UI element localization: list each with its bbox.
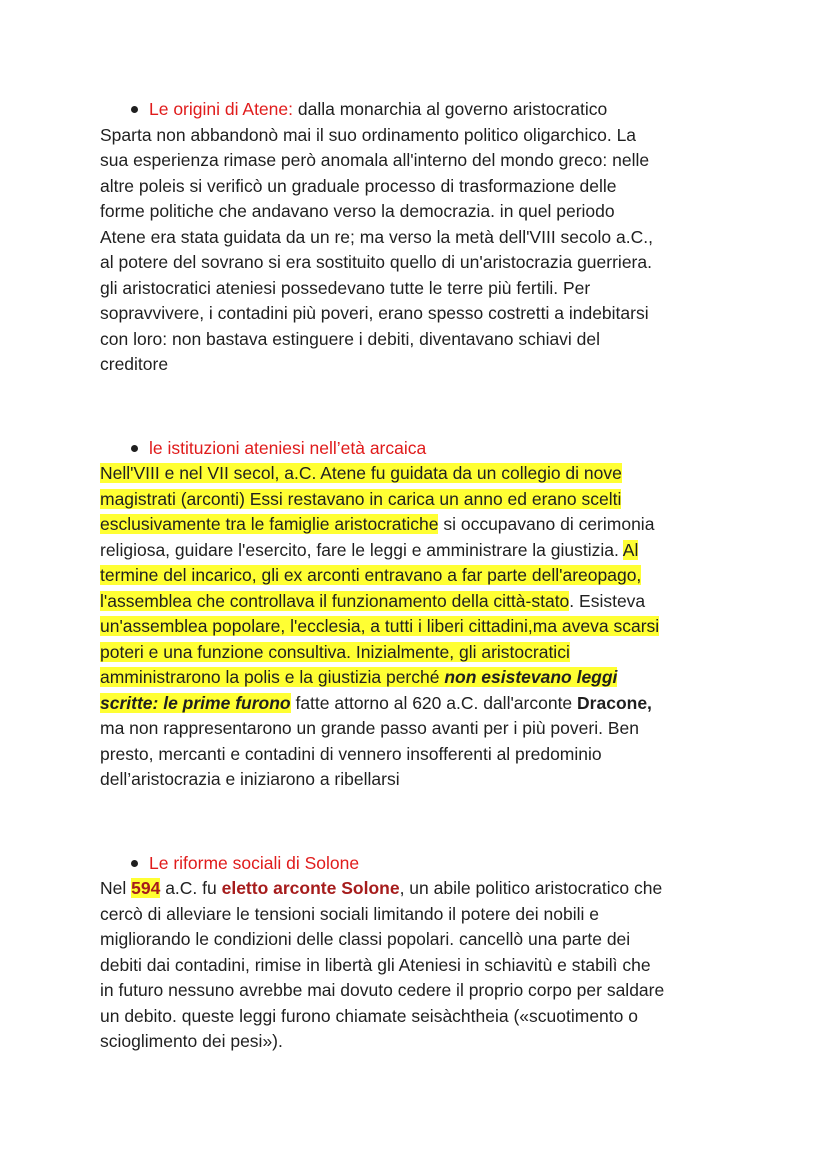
heading-subtitle: dalla monarchia al governo aristocratico bbox=[293, 99, 608, 119]
section-istituzioni-ateniesi bbox=[100, 436, 740, 793]
text-span: si occupavano di cerimonia bbox=[438, 514, 655, 534]
text-line: debiti dai contadini, rimise in libertà gli Ateniesi in schiavitù e stabilì che bbox=[100, 954, 651, 975]
heading-title: Le riforme sociali di Solone bbox=[149, 852, 360, 873]
section-riforme-solone bbox=[100, 851, 740, 1055]
text-line: in futuro nessuno avrebbe mai dovuto cedere il proprio corpo per saldare bbox=[100, 980, 665, 1000]
highlighted-text: amministrarono la polis e la giustizia perché bbox=[100, 667, 445, 687]
bold-red-text: eletto arconte Solone bbox=[221, 878, 400, 898]
highlighted-bold-italic-text: scritte: le prime furono bbox=[100, 692, 291, 713]
bullet-icon bbox=[131, 445, 138, 452]
text-line: presto, mercanti e contadini di vennero insofferenti al predominio bbox=[100, 743, 602, 764]
highlighted-text: Al bbox=[622, 539, 639, 560]
text-line: dell’aristocrazia e iniziarono a ribellarsi bbox=[100, 769, 400, 789]
text-span: Nel bbox=[100, 878, 132, 898]
text-line: cercò di alleviare le tensioni sociali limitando il potere dei nobili e bbox=[100, 903, 600, 924]
heading-title: le istituzioni ateniesi nell’età arcaica bbox=[149, 437, 427, 458]
text-line: sopravvivere, i contadini più poveri, erano spesso costretti a indebitarsi bbox=[100, 303, 649, 323]
text-line: forme politiche che andavano verso la democrazia. in quel periodo bbox=[100, 201, 615, 221]
text-line: sua esperienza rimase però anomala all'interno del mondo greco: nelle bbox=[100, 150, 650, 170]
text-span: religiosa, guidare l'esercito, fare le leggi e amministrare la giustizia. bbox=[100, 539, 623, 560]
text-span: , un abile politico aristocratico che bbox=[399, 878, 663, 898]
section-heading bbox=[100, 436, 740, 462]
section-origini-atene bbox=[100, 97, 740, 378]
text-line: al potere del sovrano si era sostituito quello di un'aristocrazia guerriera. bbox=[100, 252, 652, 272]
text-line: altre poleis si verificò un graduale processo di trasformazione delle bbox=[100, 175, 617, 196]
highlighted-text: Nell'VIII e nel VII secol, a.C. Atene fu guidata da un collegio di nove bbox=[100, 463, 622, 483]
bullet-icon bbox=[131, 860, 138, 867]
text-span: a.C. fu bbox=[160, 878, 222, 898]
text-line: migliorando le condizioni delle classi popolari. cancellò una parte dei bbox=[100, 929, 631, 949]
highlighted-text: magistrati (arconti) Essi restavano in carica un anno ed erano scelti bbox=[100, 488, 622, 509]
highlighted-text: termine del incarico, gli ex arconti entravano a far parte dell'areopago, bbox=[100, 565, 642, 585]
highlighted-text: esclusivamente tra le famiglie aristocratiche bbox=[100, 514, 439, 534]
text-line: scioglimento dei pesi»). bbox=[100, 1031, 283, 1051]
highlighted-year: 594 bbox=[131, 878, 161, 898]
text-span: . Esisteva bbox=[569, 590, 646, 611]
section-heading bbox=[100, 851, 740, 877]
text-line: creditore bbox=[100, 354, 169, 374]
bold-text: Dracone, bbox=[577, 692, 652, 713]
highlighted-text: un'assemblea popolare, l'ecclesia, a tutti i liberi cittadini,ma aveva scarsi bbox=[100, 616, 660, 636]
heading-title: Le origini di Atene: bbox=[149, 99, 293, 119]
text-line: Atene era stata guidata da un re; ma verso la metà dell'VIII secolo a.C., bbox=[100, 226, 653, 247]
highlighted-text: poteri e una funzione consultiva. Inizialmente, gli aristocratici bbox=[100, 641, 570, 662]
text-line: Sparta non abbandonò mai il suo ordinamento politico oligarchico. La bbox=[100, 124, 637, 145]
text-line: ma non rappresentarono un grande passo avanti per i più poveri. Ben bbox=[100, 718, 639, 738]
highlighted-bold-italic-text: non esistevano leggi bbox=[444, 667, 618, 687]
text-line: un debito. queste leggi furono chiamate seisàchtheia («scuotimento o bbox=[100, 1005, 638, 1026]
text-line: con loro: non bastava estinguere i debiti, diventavano schiavi del bbox=[100, 328, 601, 349]
highlighted-text: l'assemblea che controllava il funzionamento della città-stato bbox=[100, 590, 570, 611]
text-line: gli aristocratici ateniesi possedevano tutte le terre più fertili. Per bbox=[100, 277, 591, 298]
document-page bbox=[100, 97, 740, 1055]
section-heading bbox=[100, 97, 740, 123]
text-span: fatte attorno al 620 a.C. dall'arconte bbox=[290, 692, 578, 713]
bullet-icon bbox=[131, 106, 138, 113]
